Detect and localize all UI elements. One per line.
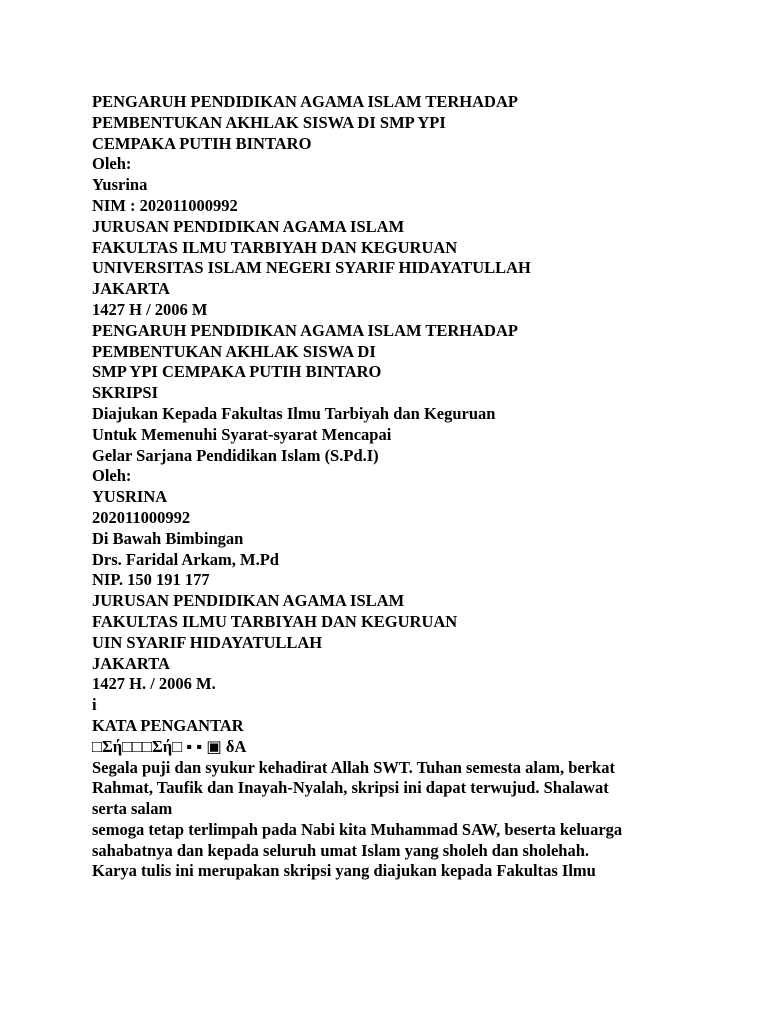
author-label-repeat: Oleh:	[92, 466, 132, 486]
body-line-1: Segala puji dan syukur kehadirat Allah SWT. Tuhan semesta alam, berkat	[92, 757, 615, 777]
body-line-6: Karya tulis ini merupakan skripsi yang diajukan kepada Fakultas Ilmu	[92, 861, 596, 881]
body-line-2: Rahmat, Taufik dan Inayah-Nyalah, skripsi ini dapat terwujud. Shalawat	[92, 778, 609, 798]
submission-line-2: Untuk Memenuhi Syarat-syarat Mencapai	[92, 424, 392, 444]
author-label: Oleh:	[92, 154, 132, 174]
title-line-2-repeat: PEMBENTUKAN AKHLAK SISWA DI	[92, 341, 376, 361]
body-line-5: sahabatnya dan kepada seluruh umat Islam yang sholeh dan sholehah.	[92, 840, 589, 860]
faculty-repeat: FAKULTAS ILMU TARBIYAH DAN KEGURUAN	[92, 611, 458, 631]
author-name: Yusrina	[92, 175, 148, 195]
student-id: NIM : 202011000992	[92, 195, 238, 215]
document-type: SKRIPSI	[92, 383, 159, 403]
university: UNIVERSITAS ISLAM NEGERI SYARIF HIDAYATULLAH	[92, 258, 531, 278]
title-line-3-repeat: SMP YPI CEMPAKA PUTIH BINTARO	[92, 362, 382, 382]
city: JAKARTA	[92, 279, 170, 299]
title-line-1-repeat: PENGARUH PENDIDIKAN AGAMA ISLAM TERHADAP	[92, 320, 518, 340]
section-heading: KATA PENGANTAR	[92, 715, 244, 735]
author-name-caps: YUSRINA	[92, 487, 168, 507]
department-repeat: JURUSAN PENDIDIKAN AGAMA ISLAM	[92, 591, 405, 611]
title-line-2: PEMBENTUKAN AKHLAK SISWA DI SMP YPI	[92, 112, 446, 132]
supervisor-name: Drs. Faridal Arkam, M.Pd	[92, 549, 279, 569]
student-number: 202011000992	[92, 507, 191, 527]
document-page	[92, 92, 692, 882]
title-line-3: CEMPAKA PUTIH BINTARO	[92, 133, 312, 153]
university-short: UIN SYARIF HIDAYATULLAH	[92, 632, 323, 652]
faculty: FAKULTAS ILMU TARBIYAH DAN KEGURUAN	[92, 237, 458, 257]
year: 1427 H / 2006 M	[92, 299, 208, 319]
body-line-3: serta salam	[92, 799, 173, 819]
supervision-label: Di Bawah Bimbingan	[92, 528, 244, 548]
submission-line-3: Gelar Sarjana Pendidikan Islam (S.Pd.I)	[92, 445, 379, 465]
page-number: i	[92, 695, 97, 715]
supervisor-nip: NIP. 150 191 177	[92, 570, 210, 590]
garbled-arabic-line: □Σή□□□Σή□ ▪ ▪ ▣ δA	[92, 736, 247, 756]
city-repeat: JAKARTA	[92, 653, 170, 673]
title-line-1: PENGARUH PENDIDIKAN AGAMA ISLAM TERHADAP	[92, 92, 518, 111]
year-repeat: 1427 H. / 2006 M.	[92, 674, 216, 694]
submission-line-1: Diajukan Kepada Fakultas Ilmu Tarbiyah dan Keguruan	[92, 403, 496, 423]
body-line-4: semoga tetap terlimpah pada Nabi kita Muhammad SAW, beserta keluarga	[92, 819, 623, 839]
department: JURUSAN PENDIDIKAN AGAMA ISLAM	[92, 216, 405, 236]
